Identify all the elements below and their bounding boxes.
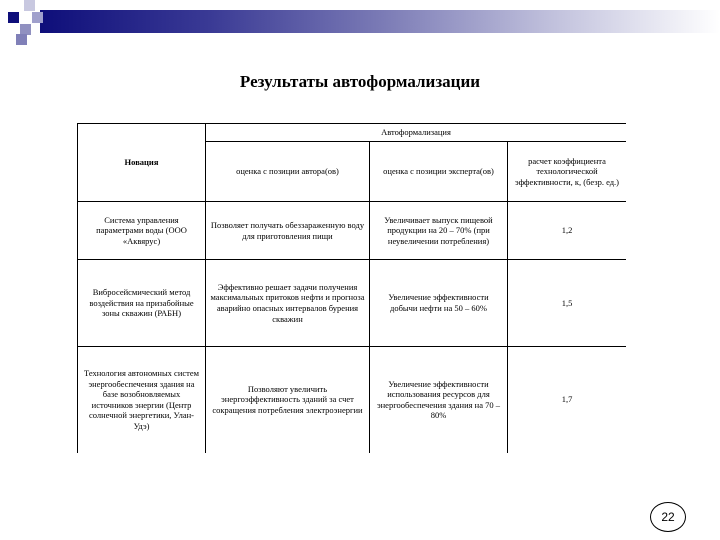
cell-expert: Увеличивает выпуск пищевой продукции на 20 – 70% (при неувеличении потребления) — [370, 202, 508, 260]
cell-novation: Технология автономных систем энергообеспечения здания на базе возобновляемых источников энергии (Центр солнечной энергетики, Улан-Удэ) — [78, 347, 206, 453]
cell-expert: Увеличение эффективности использования ресурсов для энергообеспечения здания на 70 – 80% — [370, 347, 508, 453]
header-coef: расчет коэффициента технологической эффективности, к, (безр. ед.) — [508, 142, 627, 202]
cell-expert: Увеличение эффективности добычи нефти на 50 – 60% — [370, 260, 508, 347]
cell-author: Позволяет получать обеззараженную воду для приготовления пищи — [206, 202, 370, 260]
cell-novation: Система управления параметрами воды (ООО «Аквярус) — [78, 202, 206, 260]
decor-square — [8, 12, 19, 23]
decor-square — [24, 0, 35, 11]
decor-square — [16, 34, 27, 45]
header-gradient-band — [40, 10, 720, 33]
header-group: Автоформализация — [206, 124, 627, 142]
header-novation: Новация — [78, 124, 206, 202]
decor-square — [32, 12, 43, 23]
cell-author: Позволяют увеличить энергоэффективность зданий за счет сокращения потребления электроэнергии — [206, 347, 370, 453]
header-expert: оценка с позиции эксперта(ов) — [370, 142, 508, 202]
cell-coef: 1,7 — [508, 347, 627, 453]
cell-coef: 1,2 — [508, 202, 627, 260]
slide-title: Результаты автоформализации — [239, 72, 481, 91]
results-table — [77, 123, 626, 453]
table-row — [78, 260, 627, 347]
header-author: оценка с позиции автора(ов) — [206, 142, 370, 202]
cell-coef: 1,5 — [508, 260, 627, 347]
table-row — [78, 202, 627, 260]
page-number: 22 — [650, 502, 686, 532]
cell-author: Эффективно решает задачи получения максимальных притоков нефти и прогноза аварийно опасных интервалов бурения скважин — [206, 260, 370, 347]
cell-novation: Вибросейсмический метод воздействия на призабойные зоны скважин (РАБН) — [78, 260, 206, 347]
table-row — [78, 347, 627, 453]
